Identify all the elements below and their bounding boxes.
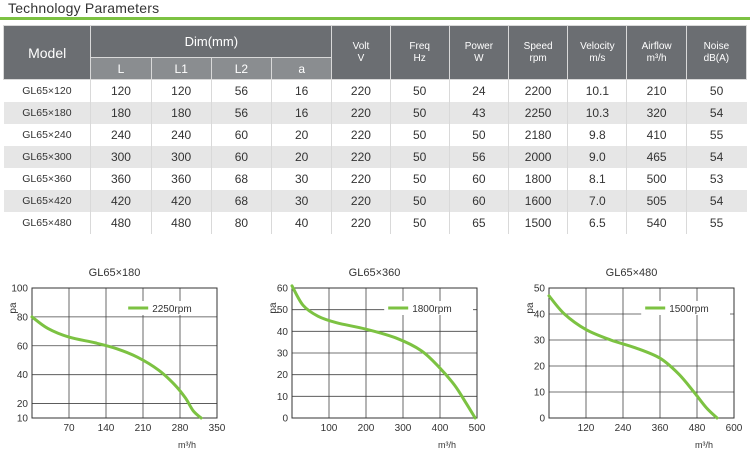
table-cell: 9.0 <box>568 146 627 168</box>
x-axis-label: m³/h <box>178 440 196 450</box>
table-cell: 56 <box>211 80 271 103</box>
table-cell: 9.8 <box>568 124 627 146</box>
table-cell: 220 <box>332 190 390 212</box>
table-cell: 210 <box>627 80 686 103</box>
table-cell: 16 <box>272 80 332 103</box>
x-tick-label: 140 <box>97 423 115 434</box>
table-cell: 60 <box>449 190 508 212</box>
table-cell: 2250 <box>509 102 568 124</box>
model-cell: GL65×360 <box>4 168 91 190</box>
legend-label: 1500rpm <box>669 304 709 315</box>
y-tick-label: 40 <box>16 370 28 382</box>
table-cell: 55 <box>686 212 746 234</box>
table-cell: 540 <box>627 212 686 234</box>
table-cell: 68 <box>211 168 271 190</box>
x-tick-label: 350 <box>208 423 226 434</box>
table-cell: 500 <box>627 168 686 190</box>
table-cell: 50 <box>390 168 449 190</box>
pressure-curve-chart-gl65x480 <box>525 268 743 460</box>
y-tick-label: 10 <box>16 413 28 425</box>
y-tick-label: 50 <box>276 305 288 317</box>
header-speed: Speed rpm <box>509 26 568 80</box>
chart-svg <box>8 268 226 455</box>
table-row <box>4 146 747 168</box>
table-cell: 68 <box>211 190 271 212</box>
table-cell: 60 <box>211 146 271 168</box>
y-tick-label: 50 <box>533 283 545 295</box>
table-cell: 180 <box>151 102 211 124</box>
chart-svg <box>525 268 743 455</box>
x-tick-label: 600 <box>725 423 743 434</box>
table-cell: 50 <box>390 124 449 146</box>
table-cell: 50 <box>686 80 746 103</box>
table-row <box>4 212 747 234</box>
table-cell: 7.0 <box>568 190 627 212</box>
y-axis-label: pa <box>8 302 19 314</box>
table-cell: 16 <box>272 102 332 124</box>
table-cell: 480 <box>151 212 211 234</box>
table-cell: 420 <box>151 190 211 212</box>
table-cell: 54 <box>686 190 746 212</box>
title-underline <box>0 17 750 20</box>
table-cell: 300 <box>151 146 211 168</box>
x-tick-label: 100 <box>320 423 338 434</box>
y-tick-label: 20 <box>16 399 28 411</box>
table-cell: 54 <box>686 102 746 124</box>
table-cell: 56 <box>211 102 271 124</box>
table-cell: 2200 <box>509 80 568 103</box>
table-cell: 50 <box>390 146 449 168</box>
pressure-curve-chart-gl65x180 <box>8 268 226 460</box>
x-tick-label: 240 <box>614 423 632 434</box>
model-cell: GL65×120 <box>4 80 91 103</box>
header-freq: Freq Hz <box>390 26 449 80</box>
table-cell: 220 <box>332 146 390 168</box>
chart-title: GL65×360 <box>348 267 401 279</box>
table-cell: 220 <box>332 102 390 124</box>
table-cell: 50 <box>390 212 449 234</box>
table-cell: 320 <box>627 102 686 124</box>
y-axis-label: pa <box>268 302 279 314</box>
header-airflow: Airflow m³/h <box>627 26 686 80</box>
x-tick-label: 500 <box>468 423 486 434</box>
table-cell: 55 <box>686 124 746 146</box>
table-cell: 1800 <box>509 168 568 190</box>
y-tick-label: 80 <box>16 312 28 324</box>
table-cell: 2000 <box>509 146 568 168</box>
chart-title: GL65×180 <box>88 267 141 279</box>
x-tick-label: 200 <box>357 423 375 434</box>
table-cell: 360 <box>151 168 211 190</box>
model-cell: GL65×420 <box>4 190 91 212</box>
y-tick-label: 10 <box>276 391 288 403</box>
header-dim-l: L <box>91 58 151 80</box>
table-cell: 220 <box>332 80 390 103</box>
model-cell: GL65×180 <box>4 102 91 124</box>
x-tick-label: 300 <box>394 423 412 434</box>
x-tick-label: 480 <box>688 423 706 434</box>
y-tick-label: 30 <box>533 335 545 347</box>
table-cell: 54 <box>686 146 746 168</box>
table-cell: 300 <box>91 146 151 168</box>
section-title: Technology Parameters <box>8 0 160 16</box>
table-cell: 60 <box>449 168 508 190</box>
table-cell: 53 <box>686 168 746 190</box>
table-cell: 410 <box>627 124 686 146</box>
table-cell: 2180 <box>509 124 568 146</box>
model-cell: GL65×240 <box>4 124 91 146</box>
table-cell: 220 <box>332 212 390 234</box>
y-tick-label: 60 <box>276 283 288 295</box>
table-cell: 180 <box>91 102 151 124</box>
header-noise: Noise dB(A) <box>686 26 746 80</box>
table-cell: 40 <box>272 212 332 234</box>
x-tick-label: 120 <box>577 423 595 434</box>
y-tick-label: 10 <box>533 387 545 399</box>
header-dim-l2: L2 <box>211 58 271 80</box>
y-tick-label: 20 <box>276 370 288 382</box>
table-cell: 8.1 <box>568 168 627 190</box>
y-tick-label: 100 <box>11 283 28 295</box>
table-row <box>4 190 747 212</box>
table-cell: 480 <box>91 212 151 234</box>
chart-svg <box>268 268 486 455</box>
table-cell: 50 <box>390 190 449 212</box>
table-cell: 80 <box>211 212 271 234</box>
header-dim: Dim(mm) <box>91 26 332 58</box>
x-axis-label: m³/h <box>438 440 456 450</box>
table-cell: 43 <box>449 102 508 124</box>
header-volt: Volt V <box>332 26 390 80</box>
spec-table <box>3 25 747 234</box>
table-cell: 6.5 <box>568 212 627 234</box>
header-velocity: Velocity m/s <box>568 26 627 80</box>
table-row <box>4 102 747 124</box>
header-power: Power W <box>449 26 508 80</box>
y-tick-label: 30 <box>276 348 288 360</box>
table-cell: 465 <box>627 146 686 168</box>
header-model: Model <box>4 26 91 80</box>
table-cell: 360 <box>91 168 151 190</box>
x-tick-label: 400 <box>431 423 449 434</box>
pressure-curve-chart-gl65x360 <box>268 268 486 460</box>
table-cell: 10.3 <box>568 102 627 124</box>
x-axis-label: m³/h <box>695 440 713 450</box>
table-row <box>4 124 747 146</box>
table-row <box>4 168 747 190</box>
series-line <box>32 317 201 418</box>
y-tick-label: 20 <box>533 361 545 373</box>
table-cell: 50 <box>390 102 449 124</box>
y-tick-label: 40 <box>533 309 545 321</box>
y-tick-label: 60 <box>16 341 28 353</box>
x-tick-label: 360 <box>651 423 669 434</box>
table-cell: 1500 <box>509 212 568 234</box>
table-cell: 120 <box>91 80 151 103</box>
table-cell: 56 <box>449 146 508 168</box>
table-cell: 240 <box>91 124 151 146</box>
y-tick-label: 0 <box>539 413 545 425</box>
table-cell: 10.1 <box>568 80 627 103</box>
table-cell: 65 <box>449 212 508 234</box>
chart-title: GL65×480 <box>605 267 658 279</box>
table-cell: 240 <box>151 124 211 146</box>
y-tick-label: 40 <box>276 326 288 338</box>
header-dim-l1: L1 <box>151 58 211 80</box>
table-cell: 24 <box>449 80 508 103</box>
table-cell: 1600 <box>509 190 568 212</box>
table-cell: 20 <box>272 124 332 146</box>
table-cell: 30 <box>272 168 332 190</box>
header-dim-a: a <box>272 58 332 80</box>
x-tick-label: 70 <box>63 423 75 434</box>
table-cell: 220 <box>332 168 390 190</box>
table-cell: 20 <box>272 146 332 168</box>
model-cell: GL65×300 <box>4 146 91 168</box>
x-tick-label: 280 <box>171 423 189 434</box>
model-cell: GL65×480 <box>4 212 91 234</box>
y-tick-label: 0 <box>282 413 288 425</box>
table-cell: 30 <box>272 190 332 212</box>
table-cell: 50 <box>449 124 508 146</box>
table-cell: 420 <box>91 190 151 212</box>
table-cell: 505 <box>627 190 686 212</box>
table-cell: 120 <box>151 80 211 103</box>
legend-label: 1800rpm <box>412 304 452 315</box>
x-tick-label: 210 <box>134 423 152 434</box>
table-cell: 220 <box>332 124 390 146</box>
table-cell: 60 <box>211 124 271 146</box>
table-row <box>4 80 747 103</box>
legend-label: 2250rpm <box>152 304 192 315</box>
y-axis-label: pa <box>525 302 536 314</box>
table-cell: 50 <box>390 80 449 103</box>
